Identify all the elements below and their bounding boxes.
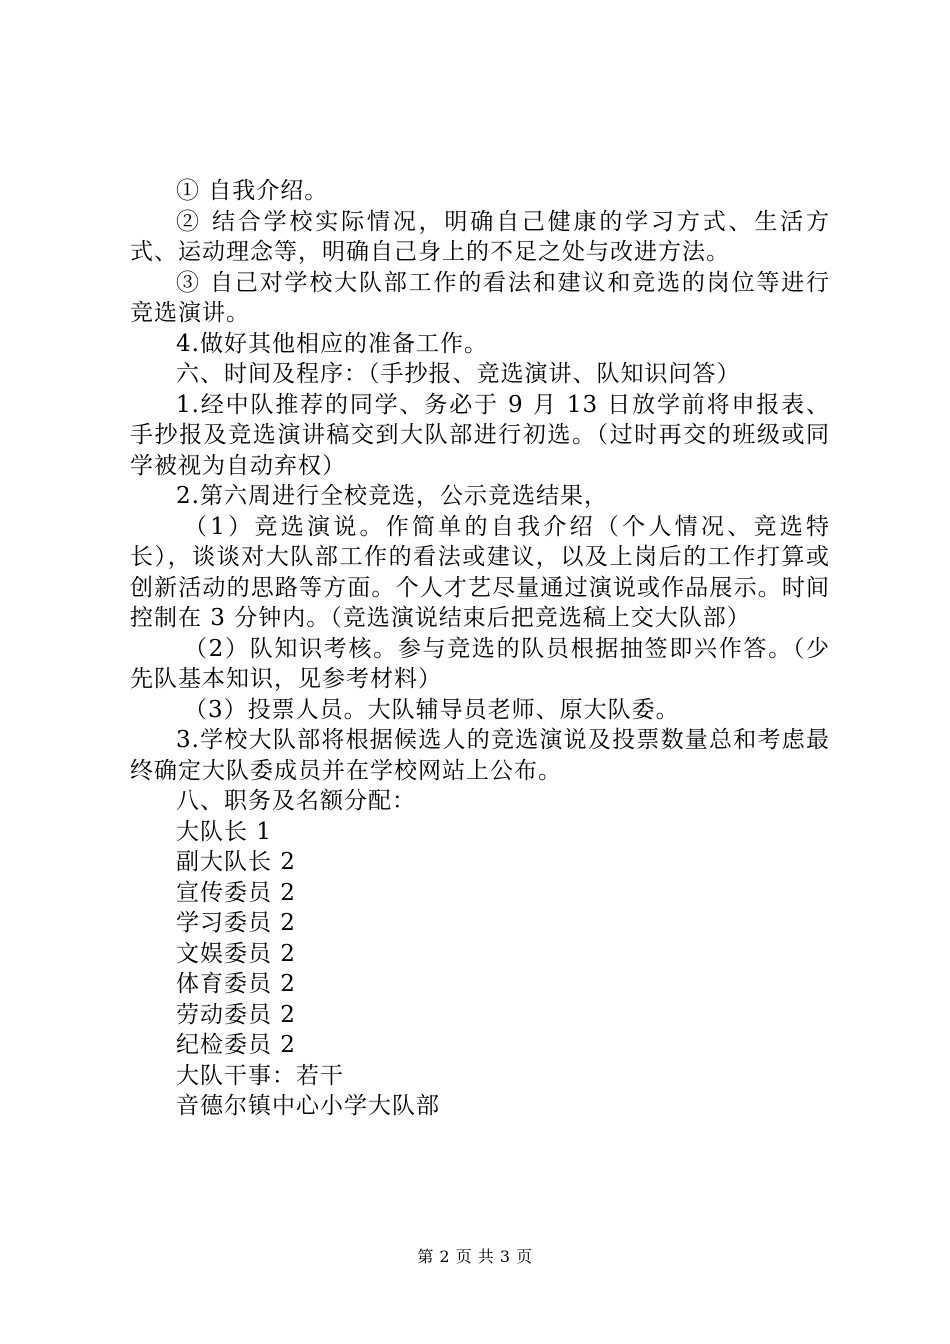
position-item: 大队干事：若干 xyxy=(176,1062,344,1089)
position-item: 大队长 1 xyxy=(176,818,272,845)
paragraph: 1.经中队推荐的同学、务必于 9 月 13 日放学前将申报表、手抄报及竞选演讲稿交到大队部进行初选。（过时再交的班级或同学被视为自动弃权） xyxy=(130,391,830,479)
position-item: 学习委员 2 xyxy=(176,910,296,936)
section-heading: 八、职务及名额分配： xyxy=(176,788,416,814)
paragraph: 4.做好其他相应的准备工作。 xyxy=(176,330,488,357)
position-item: 文娱委员 2 xyxy=(176,940,296,967)
paragraph: ① 自我介绍。 xyxy=(176,178,329,204)
position-item: 劳动委员 2 xyxy=(176,1001,296,1028)
document-body xyxy=(130,176,830,1122)
position-item: 纪检委员 2 xyxy=(176,1032,296,1058)
position-item: 体育委员 2 xyxy=(176,971,296,997)
paragraph: ③ 自己对学校大队部工作的看法和建议和竞选的岗位等进行竞选演讲。 xyxy=(130,269,830,326)
section-heading: 六、时间及程序：（手抄报、竞选演讲、队知识问答） xyxy=(176,361,741,387)
paragraph: （2）队知识考核。参与竞选的队员根据抽签即兴作答。（少先队基本知识，见参考材料） xyxy=(130,635,830,692)
position-item: 宣传委员 2 xyxy=(176,879,296,906)
page-footer: 第 2 页 共 3 页 xyxy=(417,1247,533,1266)
paragraph: ② 结合学校实际情况，明确自己健康的学习方式、生活方式、运动理念等，明确自己身上的不足之处与改进方法。 xyxy=(130,208,830,265)
paragraph: 3.学校大队部将根据候选人的竞选演说及投票数量总和考虑最终确定大队委成员并在学校网站上公布。 xyxy=(130,727,830,784)
paragraph: （3）投票人员。大队辅导员老师、原大队委。 xyxy=(184,696,680,723)
position-item: 副大队长 2 xyxy=(176,849,296,875)
signature: 音德尔镇中心小学大队部 xyxy=(176,1093,440,1119)
paragraph: 2.第六周进行全校竞选，公示竞选结果， xyxy=(176,483,608,509)
paragraph: （1）竞选演说。作简单的自我介绍（个人情况、竞选特长），谈谈对大队部工作的看法或建议，以及上岗后的工作打算或创新活动的思路等方面。个人才艺尽量通过演说或作品展示。时间控制在 3 分钟内。（竞选演说结束后把竞选稿上交大队部） xyxy=(130,513,830,631)
